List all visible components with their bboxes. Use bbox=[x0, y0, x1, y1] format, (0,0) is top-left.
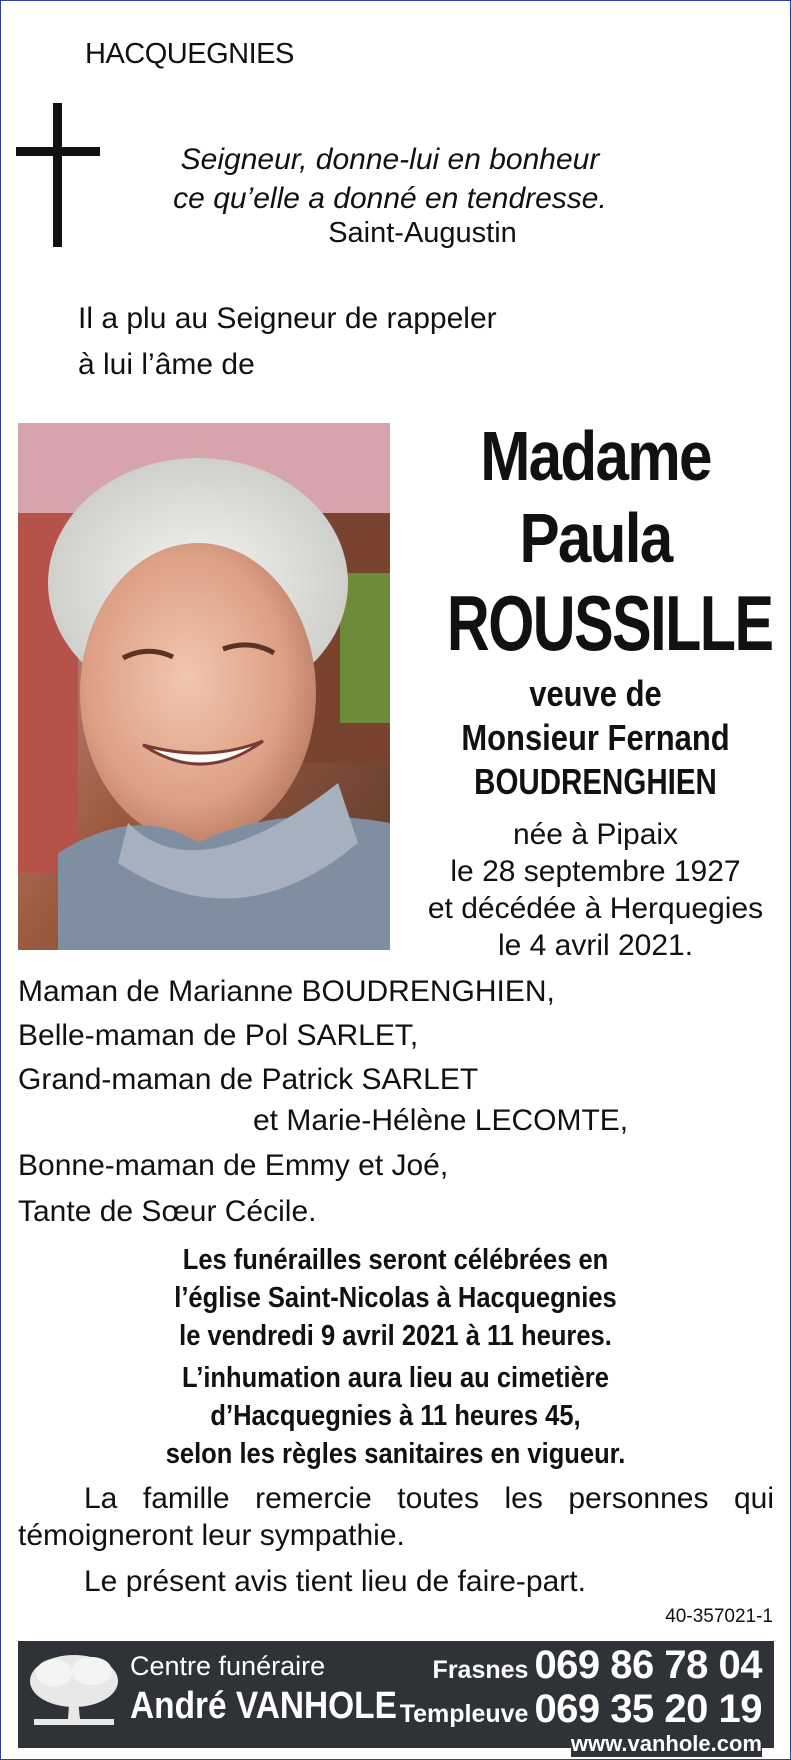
quote bbox=[130, 140, 650, 218]
spouse-last-name: BOUDRENGHIEN bbox=[474, 761, 717, 802]
phone-templeuve bbox=[400, 1687, 762, 1732]
intro-line: Il a plu au Seigneur de rappeler bbox=[78, 302, 497, 335]
intro-line: à lui l’âme de bbox=[78, 348, 255, 381]
phone-number: 069 35 20 19 bbox=[534, 1687, 762, 1731]
funeral-line: l’église Saint-Nicolas à Hacquegnies bbox=[174, 1282, 617, 1314]
intro-text bbox=[78, 296, 497, 388]
quote-line: ce qu’elle a donné en tendresse. bbox=[173, 182, 607, 215]
phone-frasnes bbox=[433, 1643, 762, 1688]
funeral-home-name: André VANHOLE bbox=[130, 1685, 397, 1727]
funeral-line: Les funérailles seront célébrées en bbox=[182, 1244, 609, 1276]
family-line: Grand-maman de Patrick SARLET bbox=[18, 1063, 479, 1096]
birth-place: née à Pipaix bbox=[512, 818, 679, 851]
deceased-last-name: ROUSSILLE bbox=[446, 579, 773, 667]
birth-date: le 28 septembre 1927 bbox=[450, 855, 741, 888]
tree-logo-icon bbox=[26, 1651, 121, 1731]
funeral-home-label: Centre funéraire bbox=[130, 1651, 326, 1681]
portrait-photo bbox=[18, 423, 390, 950]
spouse-name: Monsieur Fernand bbox=[461, 717, 730, 758]
family-line: Belle-maman de Pol SARLET, bbox=[18, 1019, 419, 1052]
reference-number: 40-357021-1 bbox=[665, 1606, 773, 1627]
location-heading: HACQUEGNIES bbox=[85, 38, 294, 70]
family-line: Bonne-maman de Emmy et Joé, bbox=[18, 1149, 449, 1182]
quote-line: Seigneur, donne-lui en bonheur bbox=[180, 143, 600, 176]
thanks-text: La famille remercie toutes les personnes qui témoigneront leur sympathie. bbox=[18, 1482, 774, 1552]
family-line: et Marie-Hélène LECOMTE, bbox=[253, 1104, 629, 1137]
notice-text: Le présent avis tient lieu de faire-part. bbox=[84, 1565, 586, 1598]
burial-line: selon les règles sanitaires en vigueur. bbox=[165, 1438, 626, 1470]
burial-line: d’Hacquegnies à 11 heures 45, bbox=[210, 1400, 581, 1432]
deceased-first-name: Paula bbox=[519, 499, 672, 577]
deceased-title: Madame bbox=[480, 417, 711, 495]
death-place: et décédée à Herquegies bbox=[427, 892, 764, 925]
widow-of: veuve de bbox=[529, 673, 662, 714]
cross-icon bbox=[16, 103, 100, 247]
burial-line: L’inhumation aura lieu au cimetière bbox=[182, 1362, 609, 1394]
quote-author: Saint-Augustin bbox=[328, 217, 517, 249]
birth-death-details bbox=[400, 816, 791, 964]
phone-city: Templeuve bbox=[399, 1700, 529, 1728]
website: www.vanhole.com bbox=[570, 1731, 762, 1756]
funeral-line: le vendredi 9 avril 2021 à 11 heures. bbox=[179, 1320, 612, 1352]
death-date: le 4 avril 2021. bbox=[497, 929, 694, 962]
family-line: Tante de Sœur Cécile. bbox=[18, 1195, 317, 1228]
family-line: Maman de Marianne BOUDRENGHIEN, bbox=[18, 975, 555, 1008]
phone-number: 069 86 78 04 bbox=[534, 1643, 762, 1687]
phone-city: Frasnes bbox=[432, 1656, 529, 1684]
funeral-home-banner bbox=[18, 1641, 774, 1756]
